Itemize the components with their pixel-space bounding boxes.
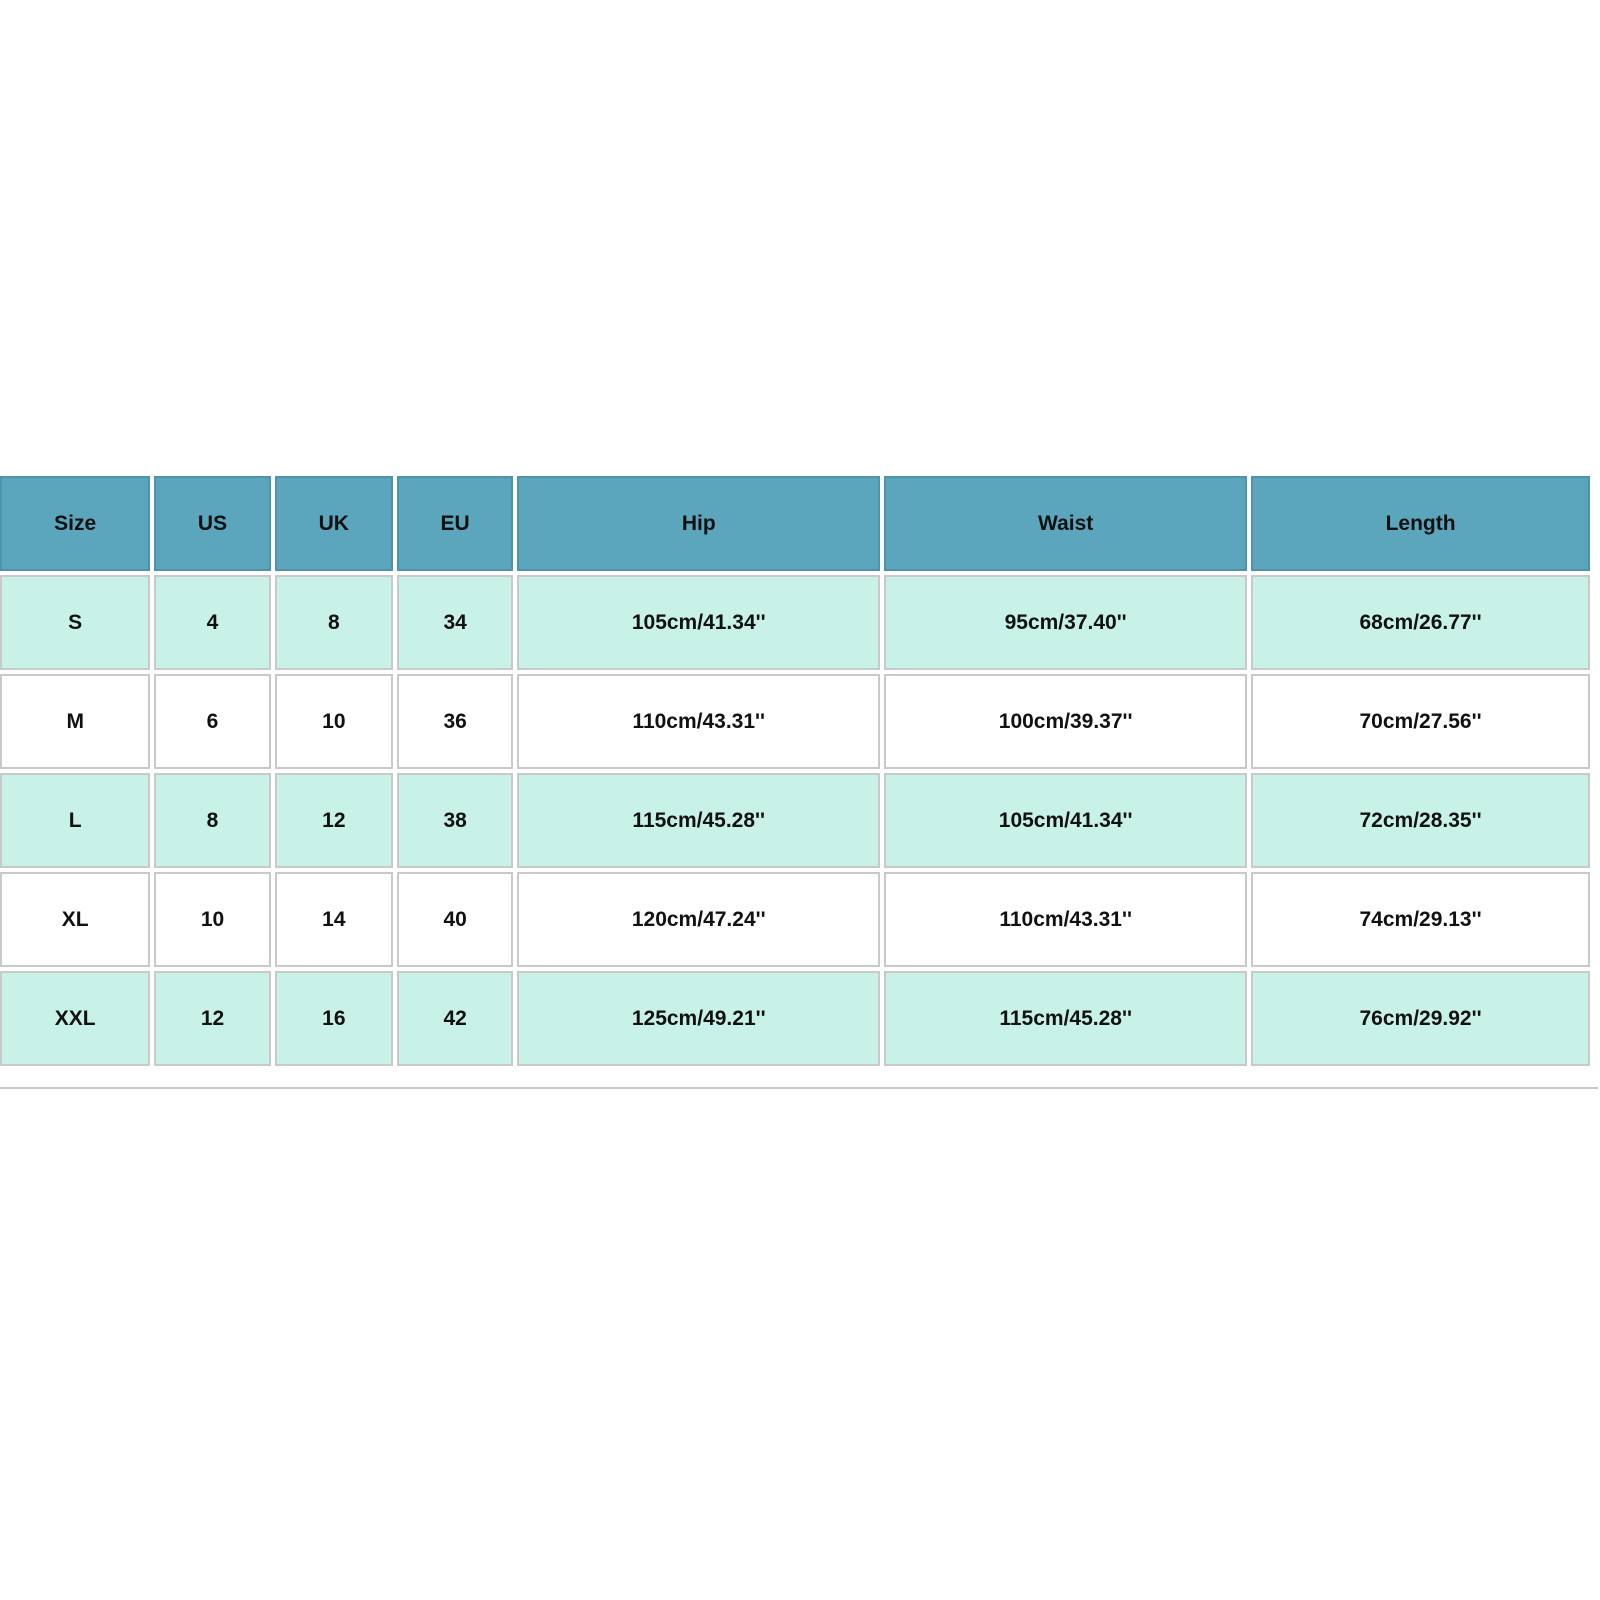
cell-uk: 12 (275, 773, 393, 868)
header-row (0, 476, 1590, 571)
cell-hip: 105cm/41.34'' (517, 575, 880, 670)
cell-waist: 95cm/37.40'' (884, 575, 1247, 670)
cell-uk: 14 (275, 872, 393, 967)
cell-waist: 100cm/39.37'' (884, 674, 1247, 769)
table-row (0, 773, 1590, 868)
cell-waist: 115cm/45.28'' (884, 971, 1247, 1066)
cell-hip: 125cm/49.21'' (517, 971, 880, 1066)
cell-length: 72cm/28.35'' (1251, 773, 1590, 868)
header-waist: Waist (884, 476, 1247, 571)
table-bottom-divider (0, 1087, 1598, 1089)
header-uk: UK (275, 476, 393, 571)
header-length: Length (1251, 476, 1590, 571)
cell-size: XXL (0, 971, 150, 1066)
cell-hip: 120cm/47.24'' (517, 872, 880, 967)
cell-eu: 36 (397, 674, 513, 769)
cell-uk: 16 (275, 971, 393, 1066)
table-row (0, 674, 1590, 769)
size-chart-table (0, 472, 1594, 1070)
cell-hip: 115cm/45.28'' (517, 773, 880, 868)
cell-eu: 34 (397, 575, 513, 670)
table-row (0, 575, 1590, 670)
cell-waist: 105cm/41.34'' (884, 773, 1247, 868)
header-hip: Hip (517, 476, 880, 571)
cell-length: 76cm/29.92'' (1251, 971, 1590, 1066)
cell-length: 74cm/29.13'' (1251, 872, 1590, 967)
header-eu: EU (397, 476, 513, 571)
header-us: US (154, 476, 270, 571)
cell-size: L (0, 773, 150, 868)
cell-us: 12 (154, 971, 270, 1066)
cell-us: 8 (154, 773, 270, 868)
cell-us: 6 (154, 674, 270, 769)
cell-uk: 10 (275, 674, 393, 769)
table-row (0, 971, 1590, 1066)
cell-eu: 42 (397, 971, 513, 1066)
cell-hip: 110cm/43.31'' (517, 674, 880, 769)
cell-eu: 38 (397, 773, 513, 868)
cell-eu: 40 (397, 872, 513, 967)
table-row (0, 872, 1590, 967)
cell-size: M (0, 674, 150, 769)
cell-size: S (0, 575, 150, 670)
cell-waist: 110cm/43.31'' (884, 872, 1247, 967)
header-size: Size (0, 476, 150, 571)
cell-us: 10 (154, 872, 270, 967)
cell-us: 4 (154, 575, 270, 670)
cell-uk: 8 (275, 575, 393, 670)
cell-length: 70cm/27.56'' (1251, 674, 1590, 769)
cell-length: 68cm/26.77'' (1251, 575, 1590, 670)
cell-size: XL (0, 872, 150, 967)
